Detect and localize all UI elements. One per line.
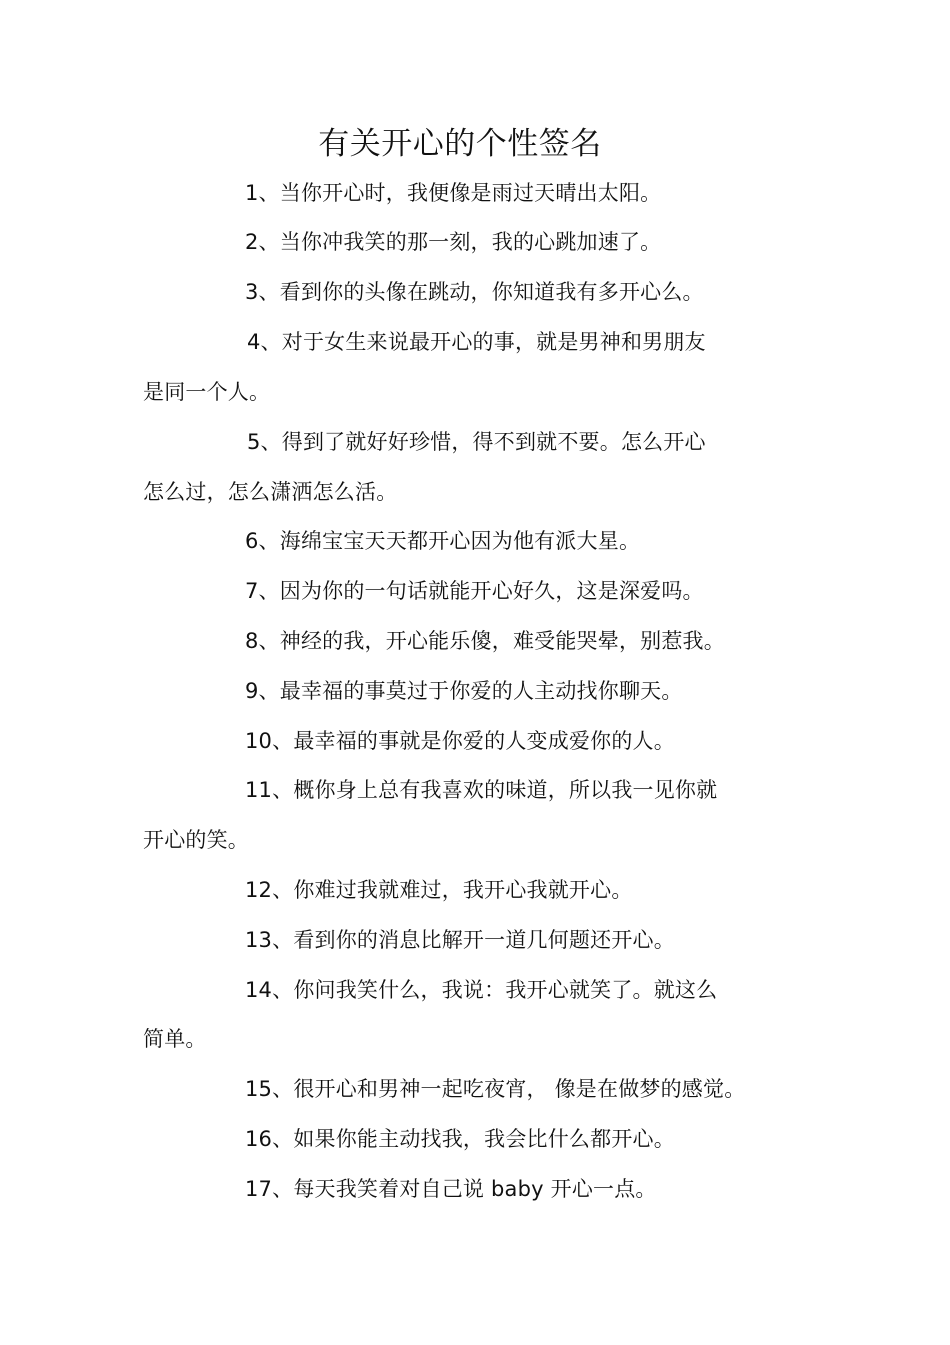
list-item-7: 7、因为你的一句话就能开心好久，这是深爱吗。 [245, 579, 704, 603]
list-item-4-continuation: 是同一个人。 [143, 380, 271, 404]
list-item-15: 15、很开心和男神一起吃夜宵， 像是在做梦的感觉。 [245, 1077, 746, 1101]
document-title: 有关开心的个性签名 [318, 126, 602, 162]
list-item-10: 10、最幸福的事就是你爱的人变成爱你的人。 [245, 729, 675, 753]
list-item-1: 1、当你开心时，我便像是雨过天晴出太阳。 [245, 181, 662, 205]
list-item-16: 16、如果你能主动找我，我会比什么都开心。 [245, 1127, 675, 1151]
list-item-2: 2、当你冲我笑的那一刻，我的心跳加速了。 [245, 230, 662, 254]
list-item-6: 6、海绵宝宝天天都开心因为他有派大星。 [245, 529, 641, 553]
list-item-8: 8、神经的我，开心能乐傻，难受能哭晕，别惹我。 [245, 629, 725, 653]
list-item-14: 14、你问我笑什么，我说：我开心就笑了。就这么 [245, 978, 718, 1002]
list-item-5: 5、得到了就好好珍惜，得不到就不要。怎么开心 [247, 430, 706, 454]
list-item-12: 12、你难过我就难过，我开心我就开心。 [245, 878, 633, 902]
list-item-11: 11、概你身上总有我喜欢的味道，所以我一见你就 [245, 778, 718, 802]
list-item-13: 13、看到你的消息比解开一道几何题还开心。 [245, 928, 675, 952]
list-item-3: 3、看到你的头像在跳动，你知道我有多开心么。 [245, 280, 704, 304]
list-item-9: 9、最幸福的事莫过于你爱的人主动找你聊天。 [245, 679, 683, 703]
list-item-11-continuation: 开心的笑。 [143, 828, 249, 852]
list-item-17: 17、每天我笑着对自己说 baby 开心一点。 [245, 1177, 657, 1201]
list-item-5-continuation: 怎么过，怎么潇洒怎么活。 [143, 480, 398, 504]
list-item-4: 4、对于女生来说最开心的事，就是男神和男朋友 [247, 330, 706, 354]
list-item-14-continuation: 简单。 [143, 1027, 207, 1051]
